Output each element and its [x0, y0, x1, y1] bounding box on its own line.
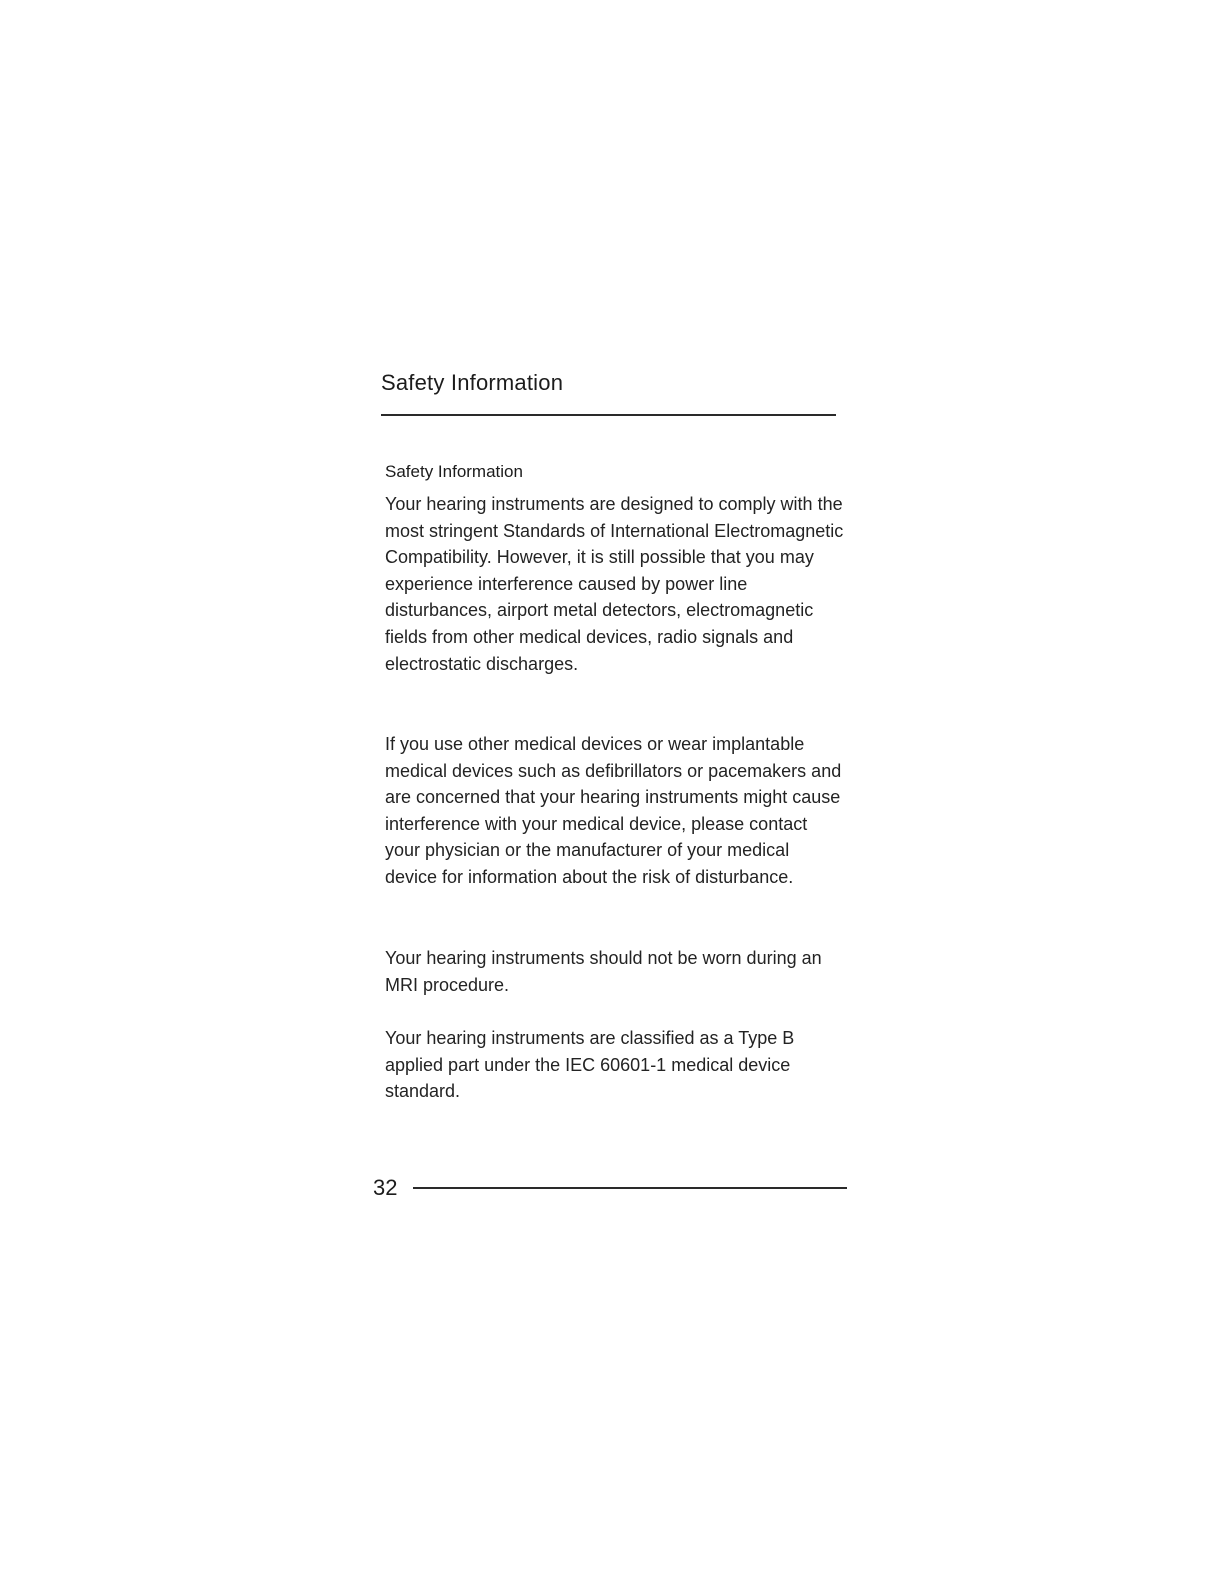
- paragraph-classification: Your hearing instruments are classified as a Type B applied part under the IEC 60601-1 medical device standard.: [385, 1028, 795, 1102]
- heading-divider: [381, 414, 836, 416]
- paragraph-emc: Your hearing instruments are designed to comply with the most stringent Standards of International Electromagnetic Compatibility. However, it is still possible that you may experience interference caused by power line disturbances, airport metal detectors, electromagnetic fields from other medical devices, radio signals and electrostatic discharges.: [385, 494, 844, 674]
- page-number: 32: [373, 1175, 398, 1200]
- section-title: Safety Information: [385, 462, 523, 481]
- footer-divider: [413, 1187, 847, 1189]
- page-heading: Safety Information: [381, 370, 564, 395]
- paragraph-medical-devices: If you use other medical devices or wear implantable medical devices such as defibrillators or pacemakers and are concerned that your hearing instruments might cause interference with your medical device, please contact your physician or the manufacturer of your medical device for information about the risk of disturbance.: [385, 734, 842, 887]
- paragraph-mri: Your hearing instruments should not be worn during an MRI procedure.: [385, 948, 822, 995]
